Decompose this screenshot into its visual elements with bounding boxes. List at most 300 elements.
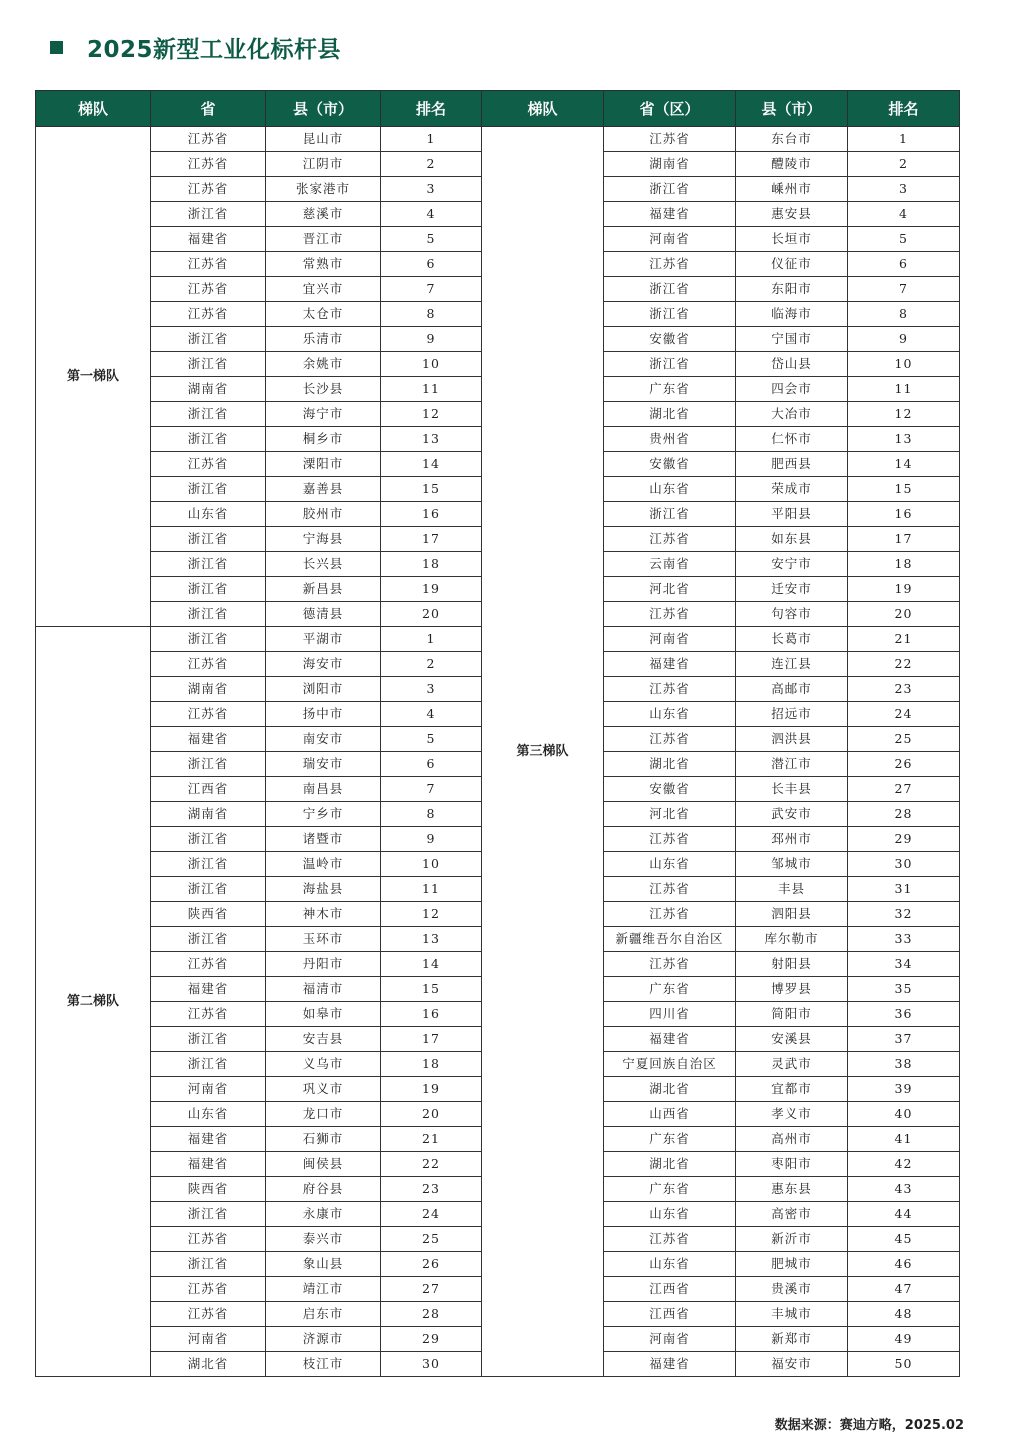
header-tier-right: 梯队 [482,91,604,127]
province-cell: 浙江省 [151,352,266,377]
header-tier-left: 梯队 [36,91,151,127]
rank-cell: 12 [381,402,482,427]
province-cell: 广东省 [604,377,736,402]
rank-cell: 2 [848,152,960,177]
rank-cell: 1 [381,127,482,152]
data-source-note: 数据来源：赛迪方略，2025.02 [774,1418,964,1433]
province-cell: 湖南省 [151,802,266,827]
rank-cell: 28 [848,802,960,827]
table-row [36,127,960,152]
rank-cell: 34 [848,952,960,977]
rank-cell: 21 [381,1127,482,1152]
rank-cell: 40 [848,1102,960,1127]
county-cell: 张家港市 [266,177,381,202]
county-cell: 长沙县 [266,377,381,402]
county-cell: 宁海县 [266,527,381,552]
rank-cell: 8 [381,302,482,327]
title-marker-icon [50,41,63,54]
rank-cell: 3 [381,177,482,202]
rank-cell: 15 [381,477,482,502]
province-cell: 河南省 [151,1327,266,1352]
rank-cell: 31 [848,877,960,902]
rank-cell: 46 [848,1252,960,1277]
rank-cell: 8 [848,302,960,327]
county-cell: 新沂市 [736,1227,848,1252]
county-cell: 神木市 [266,902,381,927]
province-cell: 河南省 [604,227,736,252]
county-cell: 慈溪市 [266,202,381,227]
province-cell: 湖南省 [151,677,266,702]
rank-cell: 6 [381,752,482,777]
province-cell: 湖南省 [604,152,736,177]
county-cell: 启东市 [266,1302,381,1327]
rank-cell: 25 [848,727,960,752]
county-cell: 高密市 [736,1202,848,1227]
county-cell: 安宁市 [736,552,848,577]
county-cell: 简阳市 [736,1002,848,1027]
county-cell: 如东县 [736,527,848,552]
province-cell: 安徽省 [604,452,736,477]
rank-cell: 29 [848,827,960,852]
province-cell: 浙江省 [151,202,266,227]
rank-cell: 24 [381,1202,482,1227]
province-cell: 宁夏回族自治区 [604,1052,736,1077]
county-cell: 高州市 [736,1127,848,1152]
county-cell: 泗洪县 [736,727,848,752]
county-cell: 高邮市 [736,677,848,702]
rank-cell: 10 [381,852,482,877]
county-cell: 灵武市 [736,1052,848,1077]
county-cell: 博罗县 [736,977,848,1002]
county-cell: 宁乡市 [266,802,381,827]
rank-cell: 28 [381,1302,482,1327]
rank-cell: 17 [381,1027,482,1052]
county-cell: 长葛市 [736,627,848,652]
province-cell: 浙江省 [151,927,266,952]
county-cell: 武安市 [736,802,848,827]
county-cell: 泰兴市 [266,1227,381,1252]
county-cell: 仪征市 [736,252,848,277]
rank-cell: 18 [848,552,960,577]
county-cell: 福清市 [266,977,381,1002]
province-cell: 福建省 [151,1127,266,1152]
county-cell: 瑞安市 [266,752,381,777]
rank-cell: 49 [848,1327,960,1352]
county-cell: 扬中市 [266,702,381,727]
province-cell: 江苏省 [604,677,736,702]
province-cell: 广东省 [604,977,736,1002]
rank-cell: 50 [848,1352,960,1377]
province-cell: 江苏省 [151,277,266,302]
province-cell: 福建省 [151,727,266,752]
county-cell: 溧阳市 [266,452,381,477]
rank-cell: 44 [848,1202,960,1227]
province-cell: 山东省 [604,702,736,727]
rank-cell: 33 [848,927,960,952]
province-cell: 河南省 [604,1327,736,1352]
county-cell: 长垣市 [736,227,848,252]
rank-cell: 14 [848,452,960,477]
rank-cell: 6 [848,252,960,277]
rank-cell: 30 [848,852,960,877]
county-cell: 永康市 [266,1202,381,1227]
county-cell: 胶州市 [266,502,381,527]
province-cell: 江苏省 [151,1002,266,1027]
province-cell: 湖南省 [151,377,266,402]
county-cell: 昆山市 [266,127,381,152]
province-cell: 湖北省 [604,1152,736,1177]
county-cell: 新昌县 [266,577,381,602]
county-cell: 平阳县 [736,502,848,527]
rank-cell: 21 [848,627,960,652]
rank-cell: 16 [381,1002,482,1027]
province-cell: 江苏省 [151,127,266,152]
county-cell: 龙口市 [266,1102,381,1127]
province-cell: 广东省 [604,1127,736,1152]
rank-cell: 26 [381,1252,482,1277]
table-body [36,127,960,1377]
province-cell: 浙江省 [151,877,266,902]
county-cell: 潜江市 [736,752,848,777]
province-cell: 江苏省 [151,952,266,977]
county-cell: 府谷县 [266,1177,381,1202]
province-cell: 广东省 [604,1177,736,1202]
county-cell: 温岭市 [266,852,381,877]
province-cell: 湖北省 [604,1077,736,1102]
county-cell: 嘉善县 [266,477,381,502]
benchmark-counties-table [35,90,960,1377]
county-cell: 丰县 [736,877,848,902]
province-cell: 浙江省 [151,752,266,777]
county-cell: 桐乡市 [266,427,381,452]
rank-cell: 13 [381,427,482,452]
province-cell: 安徽省 [604,327,736,352]
county-cell: 惠安县 [736,202,848,227]
county-cell: 靖江市 [266,1277,381,1302]
rank-cell: 2 [381,152,482,177]
rank-cell: 9 [381,327,482,352]
province-cell: 江苏省 [151,652,266,677]
rank-cell: 8 [381,802,482,827]
rank-cell: 15 [381,977,482,1002]
rank-cell: 10 [848,352,960,377]
province-cell: 江苏省 [151,1302,266,1327]
province-cell: 浙江省 [151,552,266,577]
county-cell: 南昌县 [266,777,381,802]
rank-cell: 23 [381,1177,482,1202]
province-cell: 浙江省 [151,1252,266,1277]
rank-cell: 4 [381,702,482,727]
province-cell: 江苏省 [151,452,266,477]
province-cell: 陕西省 [151,1177,266,1202]
province-cell: 江苏省 [151,702,266,727]
province-cell: 福建省 [151,977,266,1002]
header-county-right: 县（市） [736,91,848,127]
rank-cell: 25 [381,1227,482,1252]
province-cell: 江苏省 [151,302,266,327]
province-cell: 湖北省 [604,402,736,427]
province-cell: 浙江省 [151,627,266,652]
province-cell: 浙江省 [604,277,736,302]
province-cell: 福建省 [151,1152,266,1177]
rank-cell: 30 [381,1352,482,1377]
rank-cell: 12 [848,402,960,427]
county-cell: 东台市 [736,127,848,152]
rank-cell: 16 [381,502,482,527]
rank-cell: 27 [848,777,960,802]
province-cell: 江苏省 [604,252,736,277]
province-cell: 浙江省 [151,827,266,852]
rank-cell: 9 [381,827,482,852]
rank-cell: 29 [381,1327,482,1352]
province-cell: 江苏省 [604,952,736,977]
county-cell: 枝江市 [266,1352,381,1377]
county-cell: 石狮市 [266,1127,381,1152]
rank-cell: 5 [381,227,482,252]
province-cell: 浙江省 [151,427,266,452]
county-cell: 仁怀市 [736,427,848,452]
header-rank-left: 排名 [381,91,482,127]
rank-cell: 42 [848,1152,960,1177]
county-cell: 枣阳市 [736,1152,848,1177]
county-cell: 邳州市 [736,827,848,852]
rank-cell: 4 [848,202,960,227]
province-cell: 江苏省 [151,1227,266,1252]
province-cell: 浙江省 [604,352,736,377]
province-cell: 浙江省 [151,602,266,627]
province-cell: 福建省 [604,652,736,677]
header-province-right: 省（区） [604,91,736,127]
rank-cell: 18 [381,552,482,577]
rank-cell: 37 [848,1027,960,1052]
county-cell: 海宁市 [266,402,381,427]
rank-cell: 17 [848,527,960,552]
rank-cell: 13 [381,927,482,952]
province-cell: 浙江省 [604,502,736,527]
rank-cell: 27 [381,1277,482,1302]
county-cell: 安溪县 [736,1027,848,1052]
rank-cell: 15 [848,477,960,502]
province-cell: 江苏省 [604,1227,736,1252]
rank-cell: 4 [381,202,482,227]
province-cell: 江苏省 [604,827,736,852]
province-cell: 浙江省 [151,402,266,427]
rank-cell: 2 [381,652,482,677]
province-cell: 山西省 [604,1102,736,1127]
rank-cell: 18 [381,1052,482,1077]
rank-cell: 11 [381,877,482,902]
province-cell: 山东省 [151,502,266,527]
county-cell: 泗阳县 [736,902,848,927]
rank-cell: 14 [381,952,482,977]
province-cell: 浙江省 [151,1202,266,1227]
province-cell: 湖北省 [151,1352,266,1377]
province-cell: 江苏省 [604,127,736,152]
rank-cell: 6 [381,252,482,277]
rank-cell: 32 [848,902,960,927]
rank-cell: 17 [381,527,482,552]
county-cell: 射阳县 [736,952,848,977]
rank-cell: 26 [848,752,960,777]
county-cell: 义乌市 [266,1052,381,1077]
rank-cell: 23 [848,677,960,702]
rank-cell: 7 [848,277,960,302]
rank-cell: 12 [381,902,482,927]
province-cell: 江苏省 [151,152,266,177]
county-cell: 嵊州市 [736,177,848,202]
province-cell: 江西省 [151,777,266,802]
province-cell: 四川省 [604,1002,736,1027]
county-cell: 句容市 [736,602,848,627]
province-cell: 浙江省 [151,327,266,352]
province-cell: 福建省 [604,1027,736,1052]
rank-cell: 9 [848,327,960,352]
province-cell: 陕西省 [151,902,266,927]
county-cell: 丹阳市 [266,952,381,977]
province-cell: 江苏省 [604,902,736,927]
county-cell: 济源市 [266,1327,381,1352]
rank-cell: 16 [848,502,960,527]
county-cell: 福安市 [736,1352,848,1377]
province-cell: 江苏省 [604,602,736,627]
county-cell: 连江县 [736,652,848,677]
rank-cell: 22 [848,652,960,677]
county-cell: 宁国市 [736,327,848,352]
rank-cell: 5 [381,727,482,752]
rank-cell: 45 [848,1227,960,1252]
province-cell: 福建省 [604,202,736,227]
rank-cell: 19 [381,577,482,602]
table-header-row [36,91,960,127]
rank-cell: 20 [381,1102,482,1127]
county-cell: 孝义市 [736,1102,848,1127]
rank-cell: 22 [381,1152,482,1177]
rank-cell: 35 [848,977,960,1002]
province-cell: 福建省 [604,1352,736,1377]
county-cell: 平湖市 [266,627,381,652]
county-cell: 浏阳市 [266,677,381,702]
rank-cell: 38 [848,1052,960,1077]
county-cell: 常熟市 [266,252,381,277]
province-cell: 山东省 [151,1102,266,1127]
province-cell: 河北省 [604,577,736,602]
province-cell: 浙江省 [151,1052,266,1077]
province-cell: 江苏省 [151,177,266,202]
county-cell: 库尔勒市 [736,927,848,952]
province-cell: 江苏省 [151,1277,266,1302]
rank-cell: 11 [381,377,482,402]
county-cell: 醴陵市 [736,152,848,177]
tier-first-cell: 第一梯队 [36,127,151,627]
county-cell: 临海市 [736,302,848,327]
province-cell: 安徽省 [604,777,736,802]
county-cell: 新郑市 [736,1327,848,1352]
county-cell: 长兴县 [266,552,381,577]
province-cell: 浙江省 [151,1027,266,1052]
province-cell: 浙江省 [151,852,266,877]
rank-cell: 10 [381,352,482,377]
province-cell: 江苏省 [604,527,736,552]
county-cell: 邹城市 [736,852,848,877]
rank-cell: 24 [848,702,960,727]
province-cell: 山东省 [604,1252,736,1277]
province-cell: 浙江省 [604,177,736,202]
tier-second-cell: 第二梯队 [36,627,151,1377]
county-cell: 招远市 [736,702,848,727]
province-cell: 江苏省 [604,727,736,752]
province-cell: 江苏省 [604,877,736,902]
county-cell: 肥城市 [736,1252,848,1277]
county-cell: 长丰县 [736,777,848,802]
county-cell: 荣成市 [736,477,848,502]
province-cell: 浙江省 [151,527,266,552]
province-cell: 江西省 [604,1302,736,1327]
province-cell: 浙江省 [604,302,736,327]
county-cell: 岱山县 [736,352,848,377]
county-cell: 江阴市 [266,152,381,177]
county-cell: 闽侯县 [266,1152,381,1177]
province-cell: 江苏省 [151,252,266,277]
county-cell: 四会市 [736,377,848,402]
rank-cell: 48 [848,1302,960,1327]
province-cell: 福建省 [151,227,266,252]
province-cell: 新疆维吾尔自治区 [604,927,736,952]
county-cell: 巩义市 [266,1077,381,1102]
rank-cell: 39 [848,1077,960,1102]
county-cell: 迁安市 [736,577,848,602]
rank-cell: 1 [381,627,482,652]
tier-third-cell: 第三梯队 [482,127,604,1377]
rank-cell: 7 [381,777,482,802]
county-cell: 南安市 [266,727,381,752]
county-cell: 海盐县 [266,877,381,902]
province-cell: 云南省 [604,552,736,577]
page-title-area [50,30,341,64]
province-cell: 山东省 [604,477,736,502]
page-title: 2025新型工业化标杆县 [87,36,342,63]
rank-cell: 43 [848,1177,960,1202]
rank-cell: 36 [848,1002,960,1027]
county-cell: 贵溪市 [736,1277,848,1302]
county-cell: 惠东县 [736,1177,848,1202]
county-cell: 大冶市 [736,402,848,427]
county-cell: 太仓市 [266,302,381,327]
county-cell: 诸暨市 [266,827,381,852]
county-cell: 海安市 [266,652,381,677]
rank-cell: 5 [848,227,960,252]
county-cell: 丰城市 [736,1302,848,1327]
county-cell: 宜都市 [736,1077,848,1102]
rank-cell: 20 [848,602,960,627]
rank-cell: 20 [381,602,482,627]
rank-cell: 13 [848,427,960,452]
province-cell: 浙江省 [151,577,266,602]
county-cell: 宜兴市 [266,277,381,302]
rank-cell: 3 [848,177,960,202]
rank-cell: 19 [381,1077,482,1102]
county-cell: 玉环市 [266,927,381,952]
province-cell: 浙江省 [151,477,266,502]
county-cell: 乐清市 [266,327,381,352]
header-rank-right: 排名 [848,91,960,127]
rank-cell: 41 [848,1127,960,1152]
rank-cell: 1 [848,127,960,152]
province-cell: 山东省 [604,1202,736,1227]
county-cell: 如皋市 [266,1002,381,1027]
province-cell: 湖北省 [604,752,736,777]
rank-cell: 3 [381,677,482,702]
province-cell: 河南省 [151,1077,266,1102]
